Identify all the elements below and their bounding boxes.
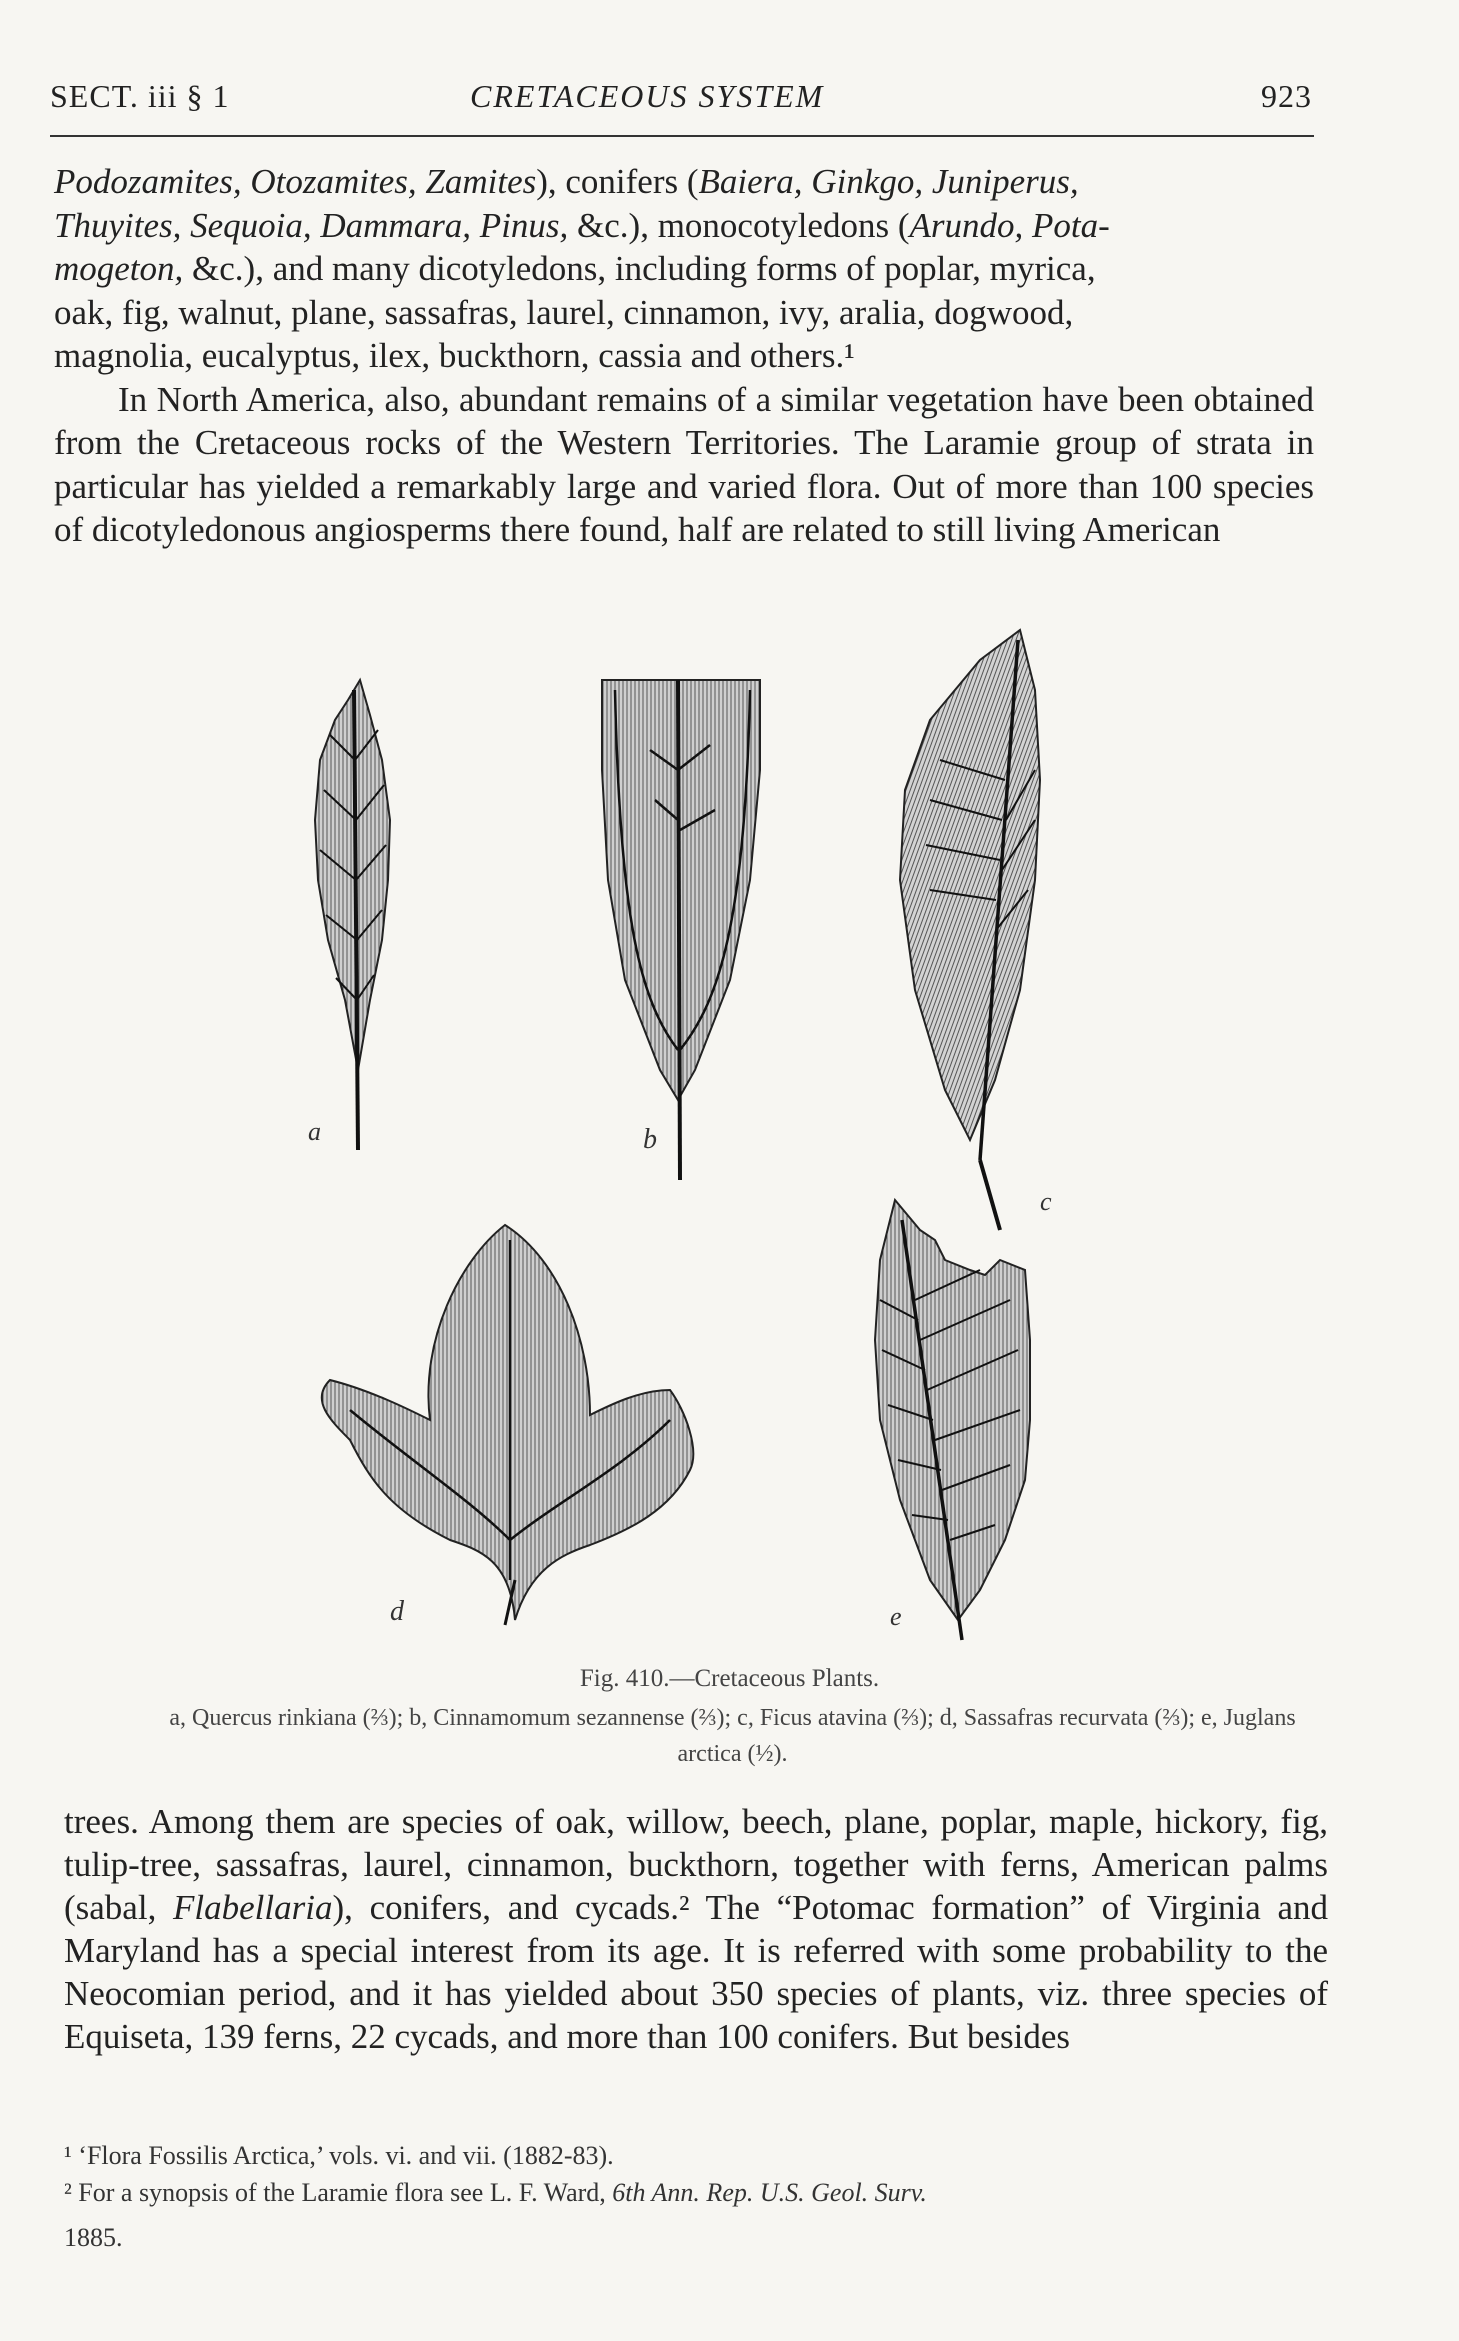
figure-label-d: d <box>390 1596 404 1627</box>
leaf-c <box>900 630 1040 1230</box>
figure-label-c: c <box>1040 1187 1052 1216</box>
figure-label-a: a <box>308 1117 321 1146</box>
figure-label-b: b <box>643 1124 657 1155</box>
figure-label-e: e <box>890 1602 902 1631</box>
header-rule <box>50 135 1314 137</box>
paragraph-1-line-1: Podozamites, Otozamites, Zamites), conifers (Baiera, Ginkgo, Juniperus, <box>54 162 1079 201</box>
paragraph-1-line-4: oak, fig, walnut, plane, sassafras, laurel, cinnamon, ivy, aralia, dogwood, <box>54 292 1074 332</box>
figure-caption-body: a, Quercus rinkiana (⅔); b, Cinnamomum sezannense (⅔); c, Ficus atavina (⅔); d, Sassafras recurvata (⅔); e, Juglans arctica (½). <box>169 1705 1296 1767</box>
footnote-2: ² For a synopsis of the Laramie flora see L. F. Ward, 6th Ann. Rep. U.S. Geol. Surv. <box>64 2178 927 2207</box>
page-title: CRETACEOUS SYSTEM <box>470 78 825 114</box>
leaf-a <box>315 680 390 1150</box>
paragraph-1b: In North America, also, abundant remains of a similar vegetation have been obtained from the Cretaceous rocks of the Western Territories. The Laramie group of strata in particular has yielded a remarkably large and varied flora. Out of more than 100 species of dicotyledonous angiosperms there found, half are related to still living American <box>54 379 1314 549</box>
footnote-2-year: 1885. <box>64 2223 123 2252</box>
leaf-d <box>322 1225 694 1625</box>
paragraph-1-line-5: magnolia, eucalyptus, ilex, buckthorn, cassia and others.¹ <box>54 336 855 375</box>
figure-caption-title: Fig. 410.—Cretaceous Plants. <box>579 1665 880 1692</box>
figure-410-cretaceous-plants <box>290 620 1150 1650</box>
section-ref: SECT. iii § 1 <box>50 78 230 114</box>
page-number: 923 <box>1261 78 1312 114</box>
leaf-b <box>602 680 760 1180</box>
paragraph-2: trees. Among them are species of oak, willow, beech, plane, poplar, maple, hickory, fig, tulip-tree, sassafras, laurel, cinnamon, buckthorn, together with ferns, American palms (sabal, Flabellaria), conifers, and cycads.² The “Potomac formation” of Virginia and Maryland has a special interest from its age. It is referred with some probability to the Neocomian period, and it has yielded about 350 species of plants, viz. three species of Equiseta, 139 ferns, 22 cycads, and more than 100 conifers. But besides <box>64 1802 1328 2056</box>
leaf-e <box>875 1200 1030 1640</box>
running-header <box>50 78 1312 122</box>
paragraph-1-line-3: mogeton, &c.), and many dicotyledons, including forms of poplar, myrica, <box>54 249 1096 288</box>
footnote-1: ¹ ‘Flora Fossilis Arctica,’ vols. vi. and vii. (1882-83). <box>64 2141 614 2170</box>
paragraph-1-line-2: Thuyites, Sequoia, Dammara, Pinus, &c.), monocotyledons (Arundo, Pota- <box>54 205 1110 245</box>
paragraph-1 <box>54 160 1314 552</box>
